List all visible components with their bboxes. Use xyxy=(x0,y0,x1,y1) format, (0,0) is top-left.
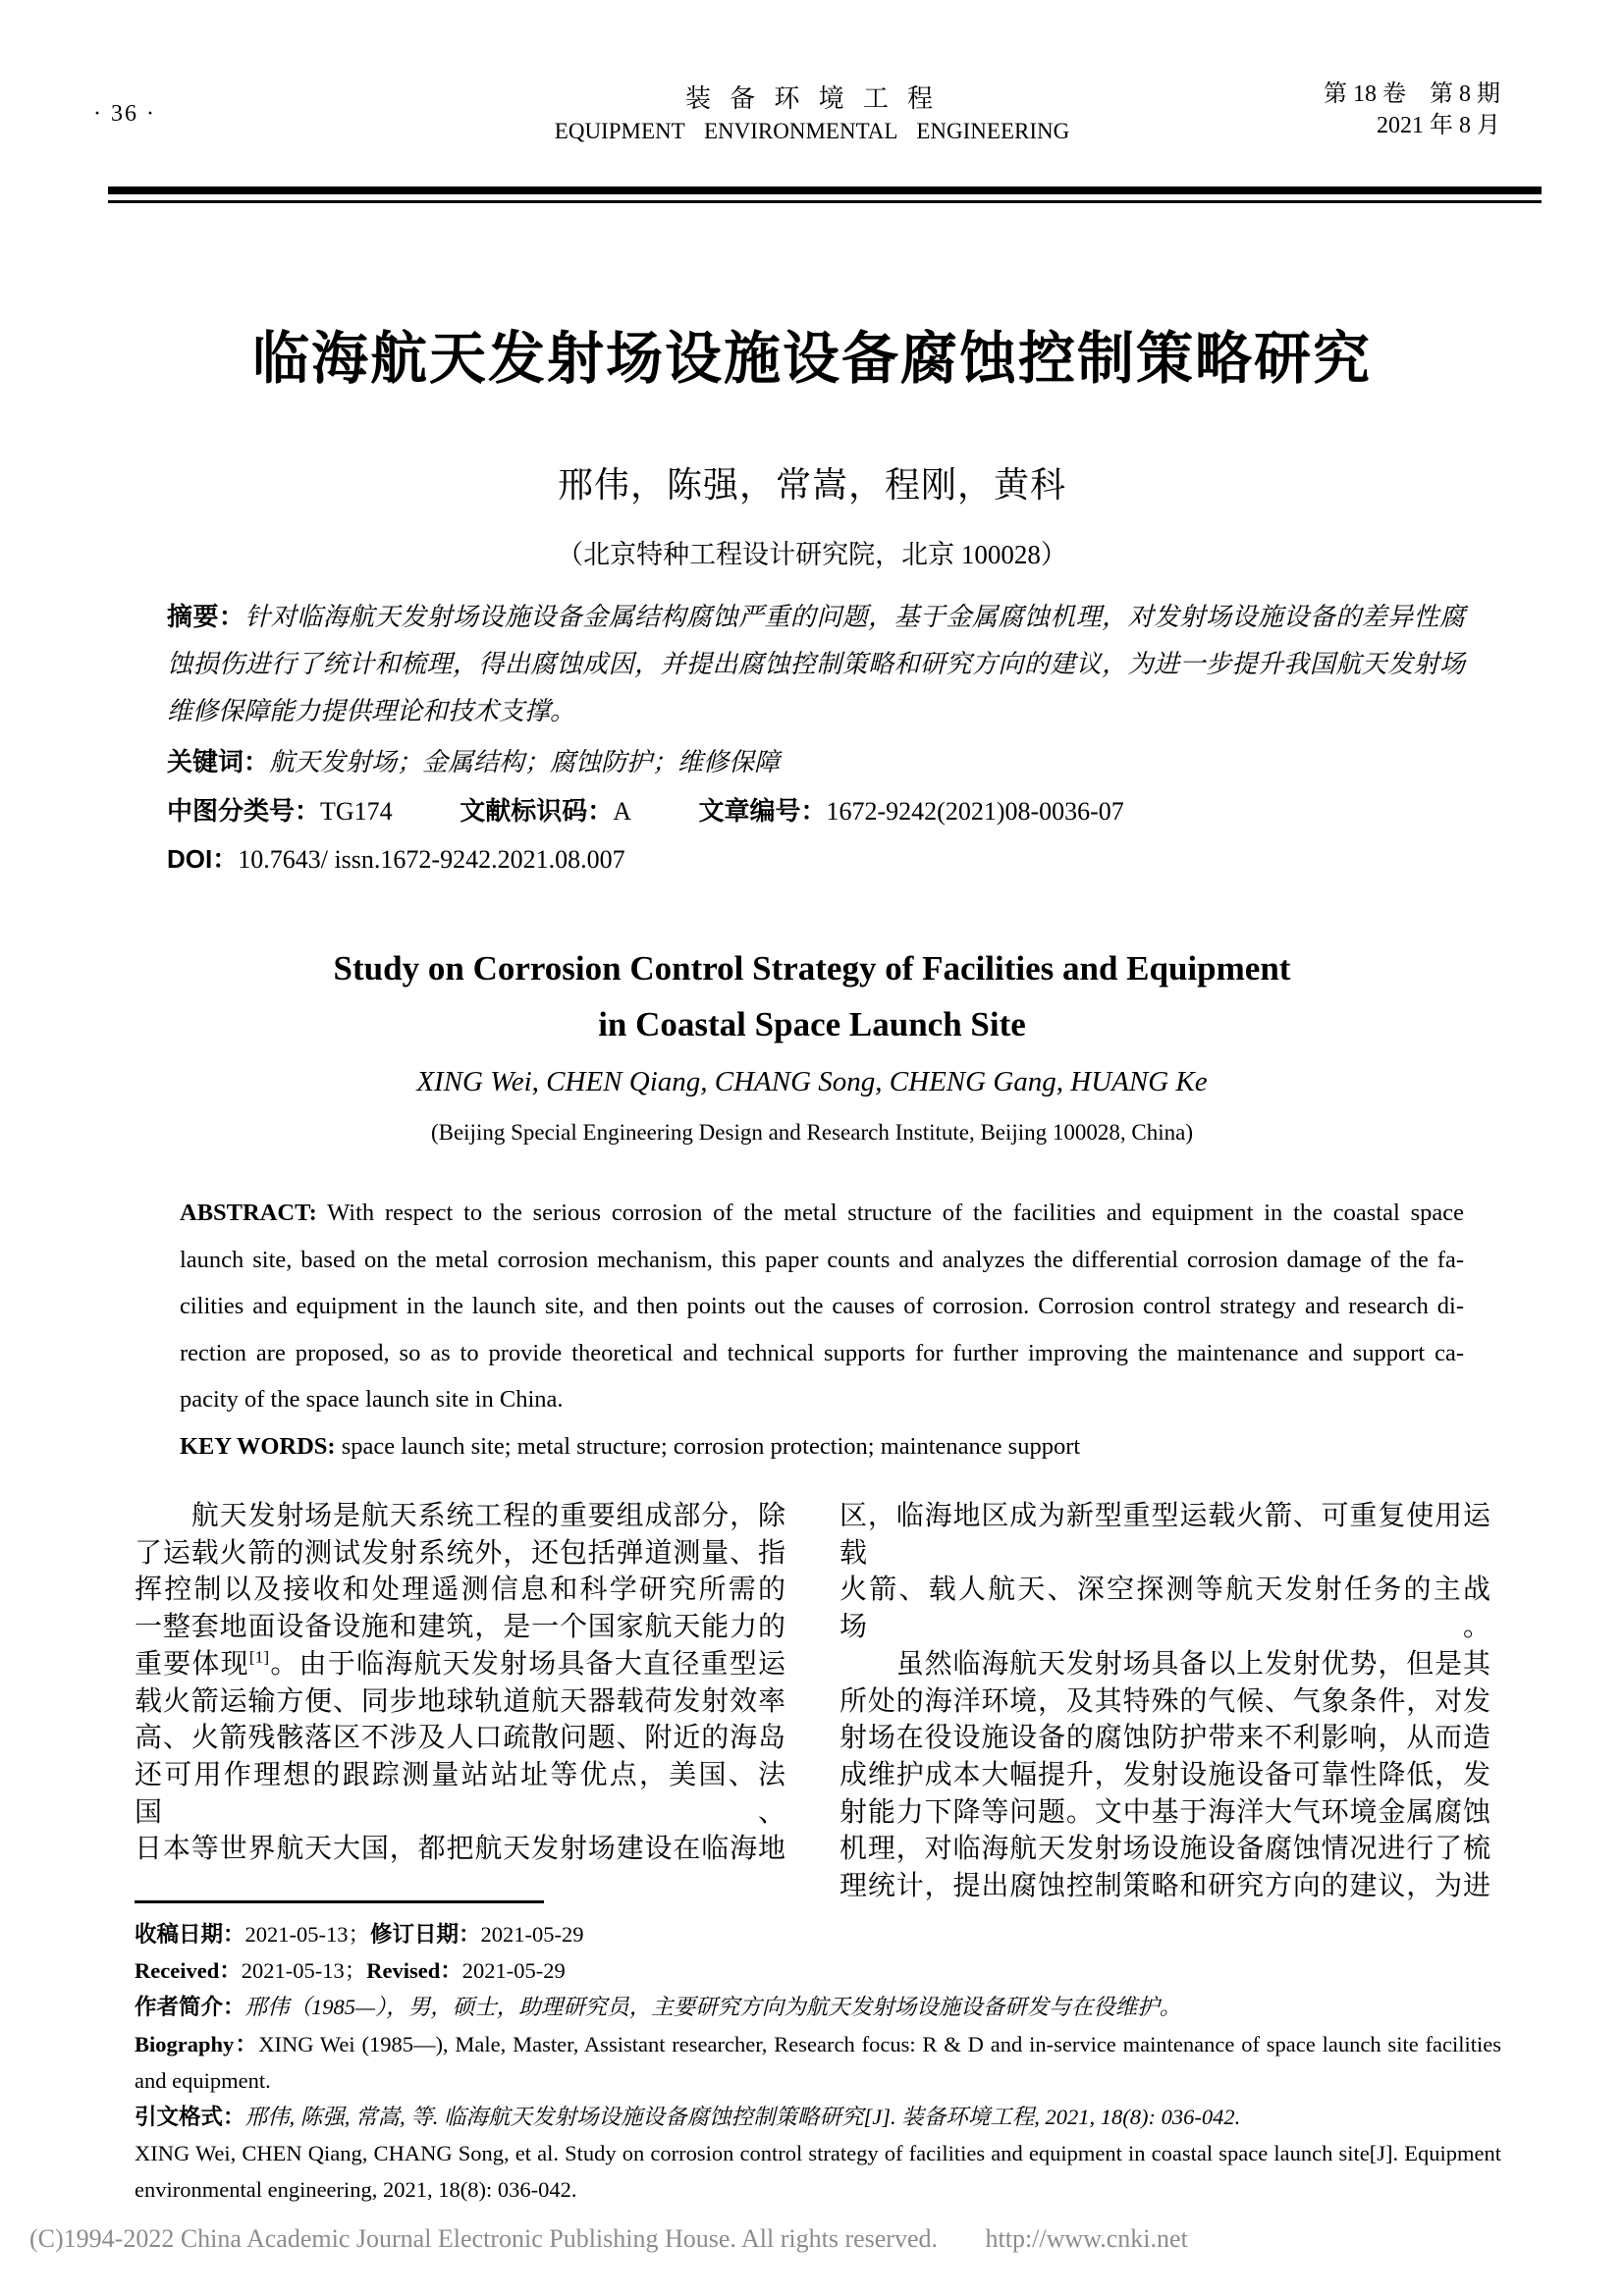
revised-value-en: 2021-05-29 xyxy=(461,1958,566,1984)
text-line: 所处的海洋环境，及其特殊的气候、气象条件，对发 xyxy=(839,1685,1490,1717)
text-line: rection are proposed, so as to provide theoretical and technical supports for further improving the maintenance and support ca- xyxy=(180,1339,1464,1366)
authors-en: XING Wei, CHEN Qiang, CHANG Song, CHENG Gang, HUANG Ke xyxy=(416,1066,1208,1097)
received-dates-cn xyxy=(135,1916,1501,1952)
clc-group xyxy=(167,791,393,828)
abstract-en-first-text: With respect to the serious corrosion of the metal structure of the facilities and equipment in the coastal space xyxy=(327,1200,1465,1226)
text-line: 机理，对临海航天发射场设施设备腐蚀情况进行了梳 xyxy=(839,1834,1490,1865)
doi-label: DOI： xyxy=(167,844,239,874)
footnote-rule xyxy=(135,1900,544,1903)
clc-label: 中图分类号： xyxy=(167,796,321,826)
text-line: 射能力下降等问题。文中基于海洋大气环境金属腐蚀 xyxy=(839,1796,1490,1828)
text-line: 高、火箭残骸落区不涉及人口疏散问题、附近的海岛 xyxy=(135,1723,785,1754)
authors-cn: 邢伟，陈强，常嵩，程刚，黄科 xyxy=(557,465,1066,505)
doc-code-label: 文献标识码： xyxy=(460,796,614,826)
affiliation-en: (Beijing Special Engineering Design and Research Institute, Beijing 100028, China) xyxy=(430,1120,1194,1145)
received-dates-en xyxy=(135,1952,1501,1989)
keywords-cn xyxy=(167,742,1465,778)
article-title-en-line2: in Coastal Space Launch Site xyxy=(598,1005,1026,1043)
text-line: 重要体现[1]。由于临海航天发射场具备大直径重型运 xyxy=(135,1647,785,1680)
copyright-text: (C)1994-2022 China Academic Journal Electronic Publishing House. All rights reserved. xyxy=(29,2224,938,2253)
keywords-en xyxy=(180,1423,1464,1470)
page-number: · 36 · xyxy=(93,101,156,127)
article-title-en xyxy=(0,940,1624,1052)
body-column-right xyxy=(839,1498,1490,1905)
article-id-label: 文章编号： xyxy=(698,796,827,826)
doc-code-value: A xyxy=(613,797,631,826)
citation-cn xyxy=(135,2099,1501,2135)
text-line: 还可用作理想的跟踪测量站站址等优点，美国、法国、 xyxy=(135,1759,785,1828)
abstract-cn-text: 针对临海航天发射场设施设备金属结构腐蚀严重的问题，基于金属腐蚀机理，对发射场设施设备的差异性腐蚀损伤进行了统计和梳理，得出腐蚀成因，并提出腐蚀控制策略和研究方向的建议，为进一步提升我国航天发射场维修保障能力提供理论和技术支撑。 xyxy=(167,603,1465,725)
biography-en xyxy=(135,2026,1501,2099)
text-line: 挥控制以及接收和处理遥测信息和科学研究所需的 xyxy=(135,1575,785,1606)
issue-date: 2021 年 8 月 xyxy=(1377,113,1500,138)
cnki-link[interactable]: http://www.cnki.net xyxy=(985,2224,1188,2253)
body-column-left xyxy=(135,1498,785,1868)
abstract-en-first-line xyxy=(180,1190,1464,1237)
doi-line xyxy=(167,839,1465,876)
text-line: 理统计，提出腐蚀控制策略和研究方向的建议，为进 xyxy=(839,1871,1490,1902)
biography-text-cn: 邢伟（1985—），男，硕士，助理研究员，主要研究方向为航天发射场设施设备研发与在役维护。 xyxy=(244,1995,1182,2020)
received-label-en: Received： xyxy=(135,1958,242,1984)
text-line: 火箭、载人航天、深空探测等航天发射任务的主战场。 xyxy=(839,1575,1490,1643)
clc-value: TG174 xyxy=(320,797,393,826)
doi-value: 10.7643/ issn.1672-9242.2021.08.007 xyxy=(238,845,625,874)
received-label-cn: 收稿日期： xyxy=(135,1922,245,1947)
text-line: pacity of the space launch site in China. xyxy=(180,1386,564,1414)
biography-text-en: XING Wei (1985—), Male, Master, Assistant researcher, Research focus: R & D and in-service maintenance of space launch site facilities and equipment. xyxy=(135,2031,1501,2093)
text-line: launch site, based on the metal corrosion mechanism, this paper counts and analyzes the differential corrosion damage of the fa- xyxy=(180,1246,1464,1273)
text-line: 成维护成本大幅提升，发射设施设备可靠性降低，发 xyxy=(839,1759,1490,1790)
journal-name-cn: 装 备 环 境 工 程 xyxy=(684,83,940,113)
keywords-en-label: KEY WORDS: xyxy=(180,1432,336,1460)
text-line: 航天发射场是航天系统工程的重要组成部分，除 xyxy=(135,1501,785,1531)
article-id-value: 1672-9242(2021)08-0036-07 xyxy=(826,797,1124,826)
journal-name-en: EQUIPMENT ENVIRONMENTAL ENGINEERING xyxy=(554,119,1070,143)
citation-label-cn: 引文格式： xyxy=(135,2105,245,2130)
text-line: cilities and equipment in the launch site, and then points out the causes of corrosion. Corrosion control strategy and research di- xyxy=(180,1293,1464,1320)
header-rule-thick xyxy=(108,187,1542,194)
text-line: 射场在役设施设备的腐蚀防护带来不利影响，从而造 xyxy=(839,1723,1490,1754)
footnotes xyxy=(135,1916,1501,2209)
text-line: 区，临海地区成为新型重型运载火箭、可重复使用运载 xyxy=(839,1501,1490,1569)
keywords-en-text: space launch site; metal structure; corrosion protection; maintenance support xyxy=(341,1432,1081,1460)
text-line: 日本等世界航天大国，都把航天发射场建设在临海地 xyxy=(135,1834,785,1865)
abstract-en xyxy=(180,1190,1464,1470)
header-rule-thin xyxy=(108,200,1542,203)
copyright-line xyxy=(29,2224,1188,2254)
received-value-en: 2021-05-13； xyxy=(241,1958,367,1984)
citation-text-cn: 邢伟, 陈强, 常嵩, 等. 临海航天发射场设施设备腐蚀控制策略研究[J]. 装备环境工程, 2021, 18(8): 036-042. xyxy=(244,2105,1241,2130)
abstract-cn xyxy=(167,593,1465,735)
classification-line xyxy=(167,791,1465,828)
abstract-en-label: ABSTRACT: xyxy=(180,1200,317,1226)
article-id-group xyxy=(698,791,1123,828)
text-line: 载火箭运输方便、同步地球轨道航天器载荷发射效率 xyxy=(135,1685,785,1717)
article-title-cn: 临海航天发射场设施设备腐蚀控制策略研究 xyxy=(251,327,1372,391)
text-line: 了运载火箭的测试发射系统外，还包括弹道测量、指 xyxy=(135,1537,785,1569)
abstract-cn-label: 摘要： xyxy=(167,602,245,631)
revised-label-cn: 修订日期： xyxy=(370,1922,481,1947)
affiliation-cn: （北京特种工程设计研究院，北京 100028） xyxy=(557,540,1067,569)
article-title-en-line1: Study on Corrosion Control Strategy of Facilities and Equipment xyxy=(333,949,1291,988)
citation-en: XING Wei, CHEN Qiang, CHANG Song, et al. Study on corrosion control strategy of facilities and equipment in coastal space launch site[J]. Equipment environmental engineering, 2021, 18(8): 036-042. xyxy=(135,2141,1501,2203)
biography-label-en: Biography： xyxy=(135,2031,259,2056)
issue-info xyxy=(1324,79,1500,141)
text-line: 虽然临海航天发射场具备以上发射优势，但是其 xyxy=(839,1648,1490,1680)
revised-value-cn: 2021-05-29 xyxy=(480,1922,584,1947)
received-value-cn: 2021-05-13； xyxy=(244,1922,371,1947)
biography-cn xyxy=(135,1989,1501,2025)
keywords-cn-label: 关键词： xyxy=(167,747,270,776)
revised-label-en: Revised： xyxy=(366,1958,462,1984)
volume-issue: 第 18 卷 第 8 期 xyxy=(1324,81,1500,107)
doc-code-group xyxy=(460,791,631,828)
abstract-en-lines xyxy=(180,1237,1464,1423)
text-line: 一整套地面设备设施和建筑，是一个国家航天能力的 xyxy=(135,1612,785,1643)
keywords-cn-text: 航天发射场；金属结构；腐蚀防护；维修保障 xyxy=(269,748,781,776)
biography-label-cn: 作者简介： xyxy=(135,1995,245,2020)
